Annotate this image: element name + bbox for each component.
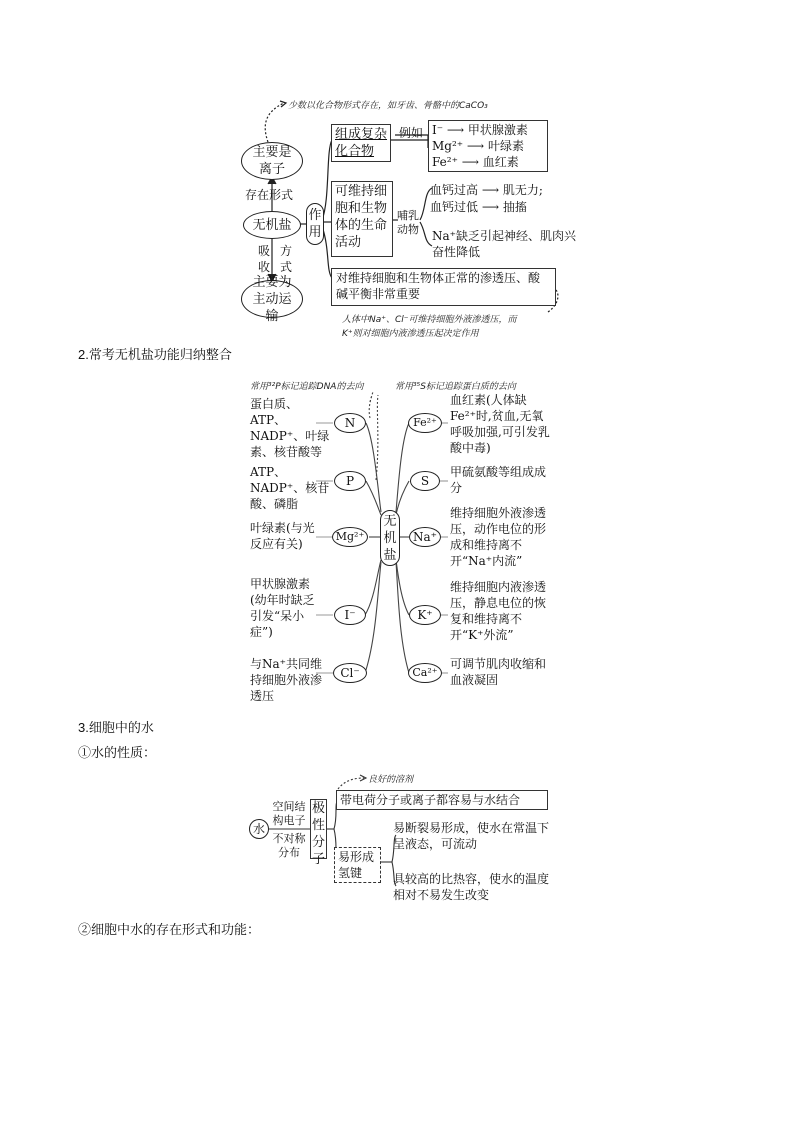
exist-form-label: 存在形式 (245, 188, 294, 202)
calcium-high: 血钙过高 ⟶ 肌无力; (430, 183, 543, 197)
ion-i: I⁻ (344, 608, 356, 622)
section2-title: 2.常考无机盐功能归纳整合 (78, 347, 232, 362)
example-magnesium: Mg²⁺ ⟶ 叶绿素 (432, 139, 524, 153)
structure-label: 空间结构电子 (272, 800, 306, 827)
charged-binding-box (336, 790, 548, 810)
method-label: 方式 (280, 244, 293, 274)
right-text-5: 可调节肌肉收缩和血液凝固 (450, 657, 547, 687)
ion-k: K⁺ (417, 608, 433, 622)
water-property-heading: ①水的性质： (78, 745, 157, 760)
hydrogen-bond-label: 易形成氢键 (338, 850, 375, 880)
ion-p: P (345, 474, 355, 488)
sodium-lack: Na⁺缺乏引起神经、肌肉兴奋性降低 (432, 229, 576, 259)
charged-binding-label: 带电荷分子或离子都容易与水结合 (340, 793, 521, 807)
right-text-3: 维持细胞外液渗透压，动作电位的形成和维持离不开“Na⁺内流” (450, 506, 547, 568)
complex-compound-label: 组成复杂化合物 (335, 127, 388, 159)
hydrogen-bond-box (334, 847, 381, 883)
left-text-3: 叶绿素(与光反应有关) (250, 521, 315, 551)
osmotic-label: 对维持细胞和生物体正常的渗透压、酸碱平衡非常重要 (336, 271, 541, 301)
annotation-compound-form: 少数以化合物形式存在，如牙齿、骨骼中的CaCO₃ (288, 101, 488, 111)
left-text-2: ATP、NADP⁺、核苷酸、磷脂 (250, 465, 330, 511)
water-label: 水 (252, 822, 265, 836)
role-label: 作用 (308, 208, 322, 240)
left-text-5: 与Na⁺共同维持细胞外液渗透压 (250, 657, 323, 703)
annotation-sulfur-label: 常用³⁵S标记追踪蛋白质的去向 (395, 382, 516, 392)
main-ion-label: 主要是离子 (252, 145, 292, 177)
ion-cl: Cl⁻ (340, 666, 360, 680)
example-label: 例如 (399, 126, 424, 140)
polar-molecule-box (310, 799, 327, 867)
hbond-effect-1: 易断裂易形成，使水在常温下呈液态，可流动 (393, 821, 550, 851)
ion-mg: Mg²⁺ (335, 530, 365, 543)
annotation-sodium-chloride: 人体中Na⁺、Cl⁻可维持细胞外液渗透压，而 (342, 315, 517, 325)
left-text-4: 甲状腺激素(幼年时缺乏引发“呆小症”) (250, 577, 315, 639)
mammal-label: 哺乳动物 (397, 209, 419, 236)
right-text-2: 甲硫氨酸等组成成分 (450, 465, 547, 495)
right-text-1: 血红素(人体缺Fe²⁺时,贫血,无氧呼吸加强,可引发乳酸中毒) (450, 393, 550, 455)
active-transport-label: 主要为主动运输 (252, 274, 292, 324)
water-oval (249, 819, 269, 839)
calcium-low: 血钙过低 ⟶ 抽搐 (430, 200, 527, 214)
right-text-4: 维持细胞内液渗透压，静息电位的恢复和维持离不开“K⁺外流” (450, 580, 547, 642)
polar-molecule-label: 极性分子 (312, 801, 326, 867)
ion-n: N (344, 416, 356, 430)
example-iron: Fe²⁺ ⟶ 血红素 (432, 155, 519, 169)
ion-s: S (420, 474, 430, 488)
left-text-1: 蛋白质、ATP、NADP⁺、叶绿素、核苷酸等 (250, 397, 330, 459)
example-iodine: I⁻ ⟶ 甲状腺激素 (432, 123, 528, 137)
ion-ca: Ca²⁺ (412, 666, 438, 679)
inorganic-salt-label: 无机盐 (383, 513, 397, 563)
absorb-label: 吸收 (258, 244, 271, 274)
salt-label: 无机盐 (252, 217, 292, 233)
annotation-potassium: K⁺则对细胞内液渗透压起决定作用 (342, 329, 479, 339)
annotation-phosphorus-label: 常用³²P标记追踪DNA的去向 (250, 382, 364, 392)
hbond-effect-2: 具较高的比热容，使水的温度相对不易发生改变 (393, 872, 550, 902)
annotation-good-solvent: 良好的溶剂 (368, 775, 414, 785)
water-form-heading: ②细胞中水的存在形式和功能： (78, 922, 261, 937)
ion-fe: Fe²⁺ (413, 416, 437, 429)
uneven-distribution-label: 不对称分布 (272, 832, 306, 859)
maintain-life-label: 可维持细胞和生物体的生命活动 (335, 184, 388, 250)
section3-title: 3.细胞中的水 (78, 720, 154, 735)
ion-na: Na⁺ (413, 530, 437, 544)
